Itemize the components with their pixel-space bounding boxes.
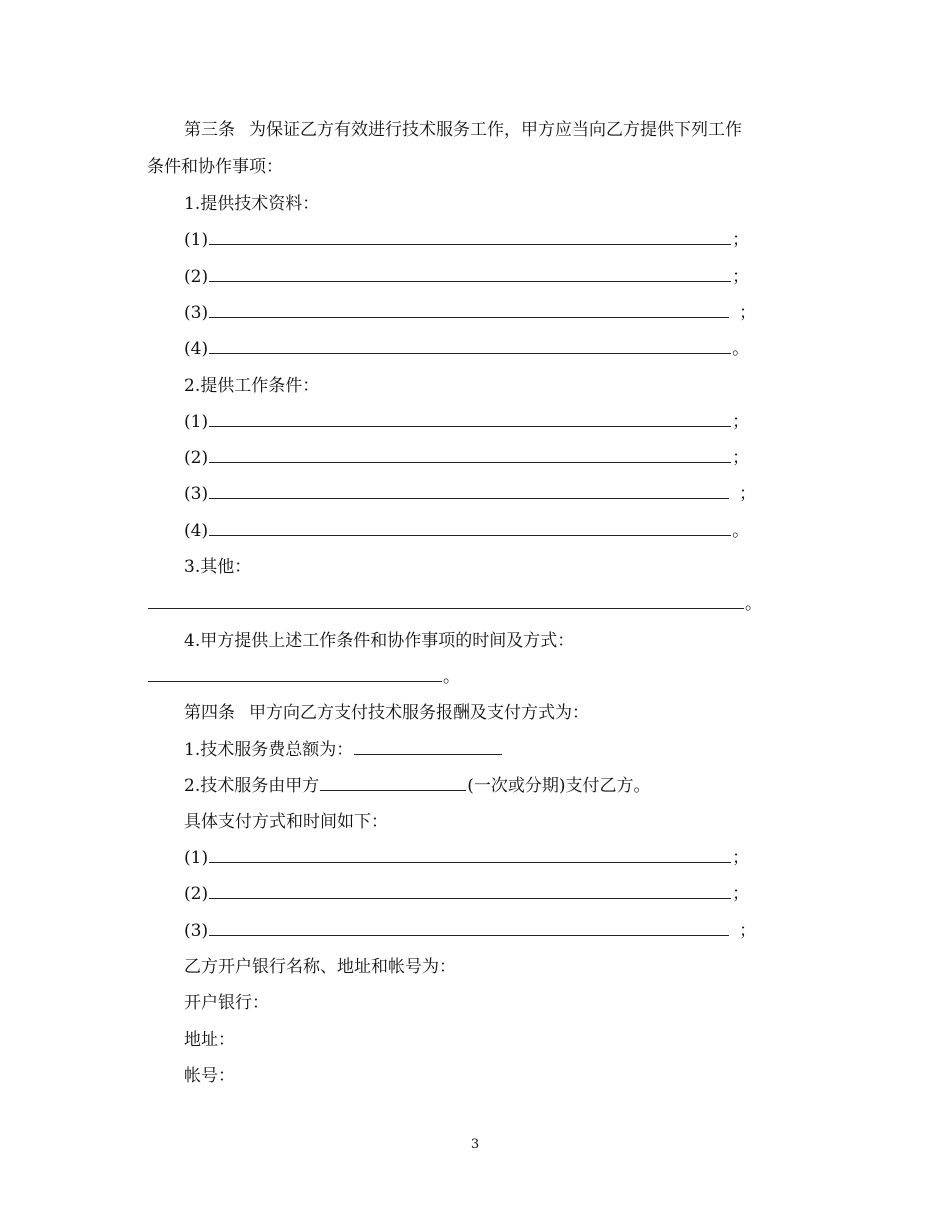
- article3-line2: 条件和协作事项：: [147, 157, 283, 177]
- payment-mode-line: [184, 775, 651, 797]
- section1-item-2: [184, 266, 749, 288]
- mode-suffix: (一次或分期)支付乙方。: [467, 776, 651, 796]
- section3-title: 3.其他：: [184, 557, 252, 577]
- section1-title: 1.提供技术资料：: [184, 194, 320, 214]
- fill-blank: [209, 921, 729, 936]
- article3-line1: [184, 119, 742, 141]
- fill-blank: [209, 484, 729, 499]
- item-end: ；: [732, 884, 750, 904]
- section1-item-3: [184, 302, 756, 324]
- article4-heading: 第四条: [184, 703, 235, 723]
- fill-blank: [209, 412, 731, 427]
- line-end: 。: [745, 594, 762, 614]
- item-number: (2): [184, 884, 209, 904]
- article3-heading: 第三条: [184, 120, 235, 140]
- item-end: ；: [732, 267, 750, 287]
- section2-item-4: [184, 520, 749, 542]
- account-label: 帐号：: [184, 1066, 235, 1086]
- item-end: 。: [732, 339, 750, 359]
- item-end: ；: [732, 448, 750, 468]
- item-end: ；: [732, 230, 750, 250]
- item-number: (1): [184, 848, 209, 868]
- item-end: ；: [739, 921, 757, 941]
- section2-item-3: [184, 483, 756, 505]
- item-end: ；: [739, 484, 757, 504]
- item-end: ；: [732, 848, 750, 868]
- fill-blank: [209, 230, 731, 245]
- mode-prefix: 2.技术服务由甲方: [184, 776, 320, 796]
- item-number: (1): [184, 412, 209, 432]
- item-number: (3): [184, 303, 209, 323]
- fill-blank: [209, 303, 729, 318]
- fill-blank: [209, 521, 731, 536]
- fee-label: 1.技术服务费总额为：: [184, 740, 354, 760]
- section3-blank-line: [147, 593, 762, 615]
- section2-title: 2.提供工作条件：: [184, 376, 320, 396]
- item-number: (3): [184, 484, 209, 504]
- payment-item-3: [184, 920, 756, 942]
- fill-blank: [209, 848, 731, 863]
- fill-blank: [148, 594, 744, 609]
- bank-label: 开户银行：: [184, 993, 269, 1013]
- fill-blank: [209, 448, 731, 463]
- item-end: ；: [739, 303, 757, 323]
- item-number: (2): [184, 267, 209, 287]
- line-end: 。: [443, 667, 460, 687]
- section1-item-1: [184, 229, 749, 251]
- fill-blank: [148, 667, 442, 682]
- bank-title: 乙方开户银行名称、地址和帐号为：: [184, 957, 456, 977]
- article3-text-line1: 为保证乙方有效进行技术服务工作，甲方应当向乙方提供下列工作: [249, 120, 742, 140]
- payment-item-1: [184, 847, 749, 869]
- item-end: ；: [732, 412, 750, 432]
- item-number: (3): [184, 921, 209, 941]
- payment-detail-label: 具体支付方式和时间如下：: [184, 812, 388, 832]
- item-end: 。: [732, 521, 750, 541]
- section4-title: 4.甲方提供上述工作条件和协作事项的时间及方式：: [184, 631, 575, 651]
- section2-item-2: [184, 447, 749, 469]
- item-number: (4): [184, 339, 209, 359]
- item-number: (2): [184, 448, 209, 468]
- item-number: (1): [184, 230, 209, 250]
- fill-blank: [209, 267, 731, 282]
- page-number: 3: [470, 1137, 480, 1152]
- fee-line: [184, 739, 503, 761]
- address-label: 地址：: [184, 1030, 235, 1050]
- section4-blank-line: [147, 666, 460, 688]
- payment-item-2: [184, 883, 749, 905]
- fill-blank: [354, 740, 502, 755]
- article4-text: 甲方向乙方支付技术服务报酬及支付方式为：: [249, 703, 589, 723]
- article4-line: [184, 702, 589, 724]
- fill-blank: [320, 776, 466, 791]
- section1-item-4: [184, 338, 749, 360]
- fill-blank: [209, 339, 731, 354]
- section2-item-1: [184, 411, 749, 433]
- item-number: (4): [184, 521, 209, 541]
- fill-blank: [209, 884, 731, 899]
